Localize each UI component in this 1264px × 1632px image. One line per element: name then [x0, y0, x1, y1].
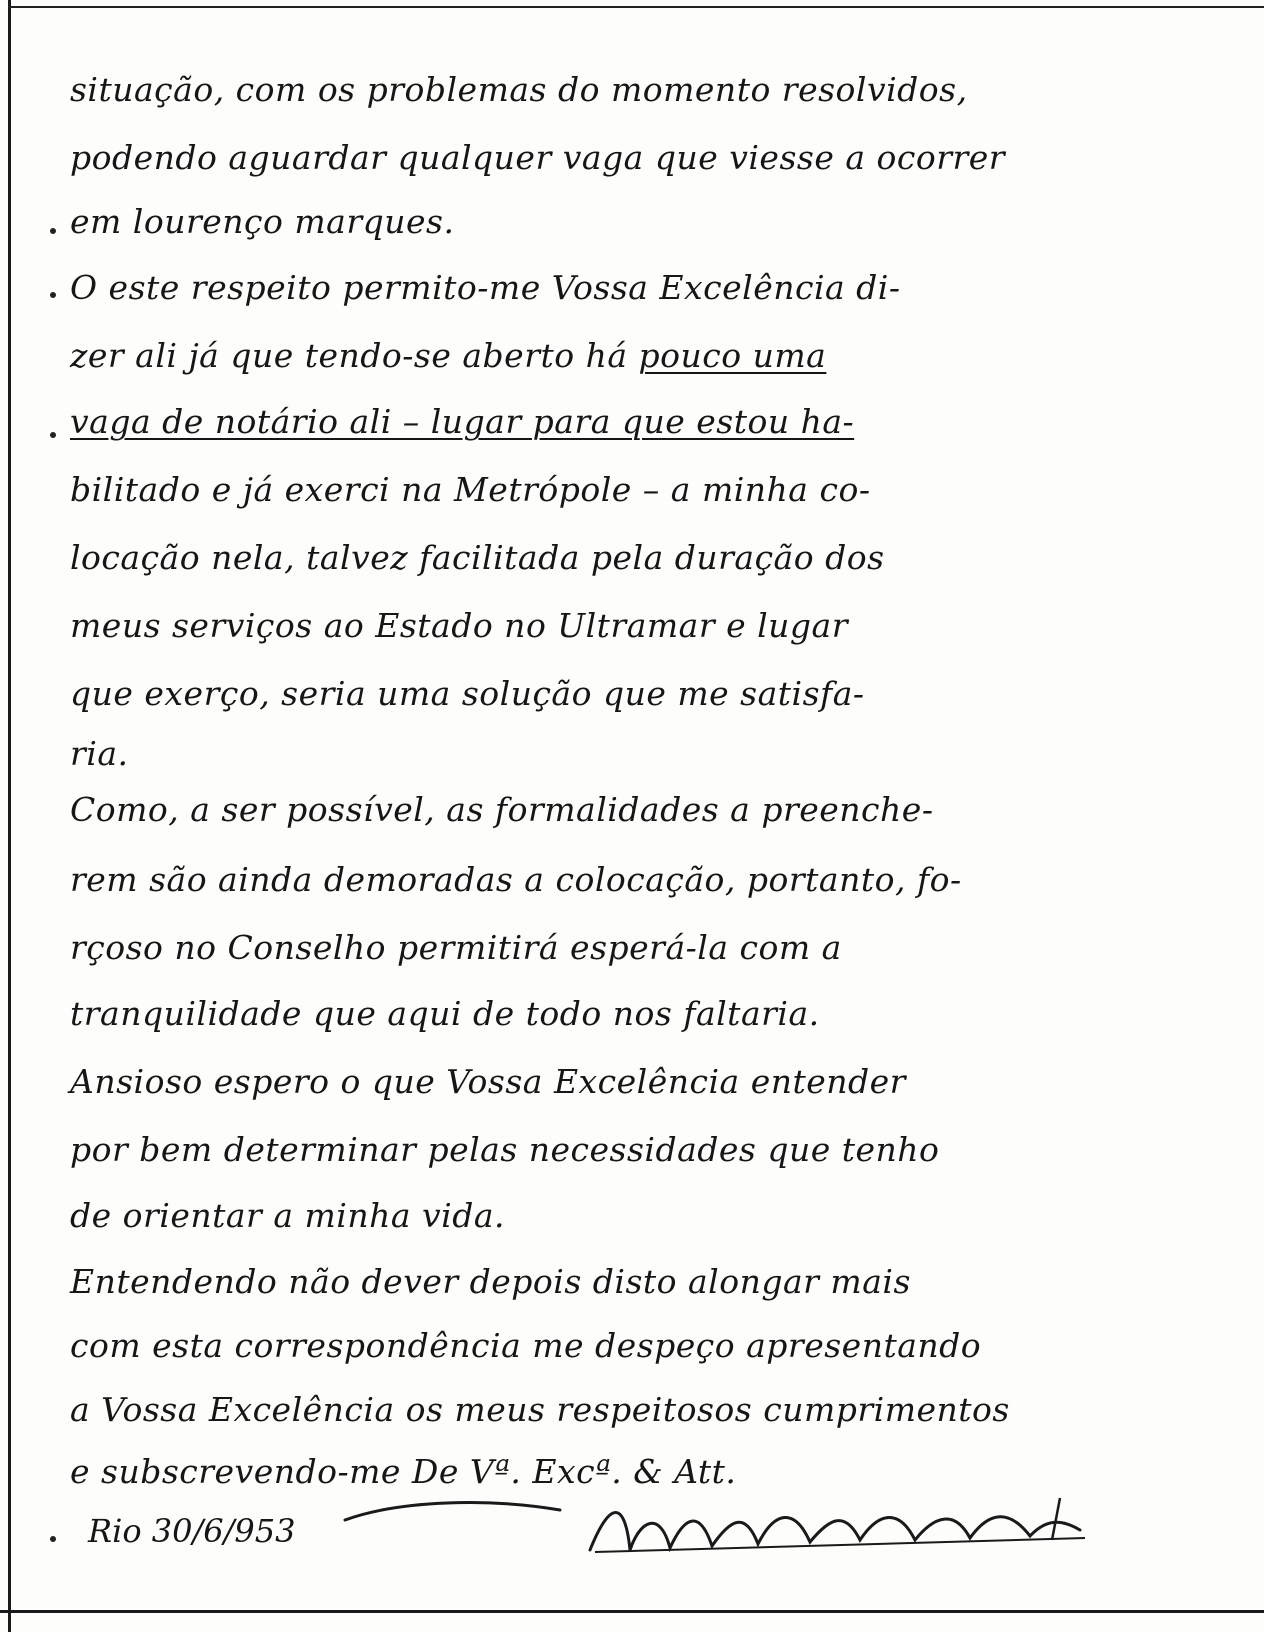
scan-edge-top — [8, 6, 1264, 8]
scan-edge-left — [8, 0, 11, 1632]
letter-line: locação nela, talvez facilitada pela duração dos — [70, 538, 885, 577]
margin-mark — [50, 292, 56, 298]
underlined-phrase: pouco uma — [638, 336, 827, 375]
letter-line — [70, 336, 826, 375]
letter-line: Como, a ser possível, as formalidades a preenche- — [70, 790, 934, 829]
letter-line: por bem determinar pelas necessidades que tenho — [70, 1130, 940, 1169]
letter-line: de orientar a minha vida. — [70, 1196, 505, 1235]
letter-line: que exerço, seria uma solução que me satisfa- — [70, 674, 865, 713]
letter-line: Entendendo não dever depois disto alongar mais — [70, 1262, 911, 1301]
letter-line: ria. — [70, 734, 129, 773]
letter-line: rem são ainda demoradas a colocação, portanto, fo- — [70, 860, 962, 899]
letter-line: a Vossa Excelência os meus respeitosos cumprimentos — [70, 1390, 1010, 1429]
letter-line: podendo aguardar qualquer vaga que viesse a ocorrer — [70, 138, 1006, 177]
letter-line: e subscrevendo-me De Vª. Excª. & Att. — [70, 1452, 737, 1491]
margin-mark — [50, 432, 56, 438]
letter-line: com esta correspondência me despeço apresentando — [70, 1326, 982, 1365]
letter-line: Ansioso espero o que Vossa Excelência entender — [70, 1062, 906, 1101]
letter-line: em lourenço marques. — [70, 202, 455, 241]
scan-edge-bottom — [0, 1610, 1264, 1613]
letter-line: vaga de notário ali – lugar para que estou ha- — [70, 402, 855, 441]
handwritten-signature — [340, 1480, 1120, 1590]
letter-closing — [70, 1420, 1190, 1570]
margin-mark — [50, 1536, 56, 1542]
margin-mark — [50, 228, 56, 234]
letter-line: situação, com os problemas do momento resolvidos, — [70, 70, 968, 109]
letter-line: tranquilidade que aqui de todo nos faltaria. — [70, 994, 820, 1033]
line-text: zer ali já que tendo-se aberto há pouco uma — [70, 336, 827, 375]
letter-line: bilitado e já exerci na Metrópole – a minha co- — [70, 470, 871, 509]
letter-line: rçoso no Conselho permitirá esperá-la com a — [70, 928, 842, 967]
letter-line: O este respeito permito-me Vossa Excelência di- — [70, 268, 901, 307]
place-and-date: Rio 30/6/953 — [88, 1512, 296, 1550]
letter-line: meus serviços ao Estado no Ultramar e lugar — [70, 606, 849, 645]
